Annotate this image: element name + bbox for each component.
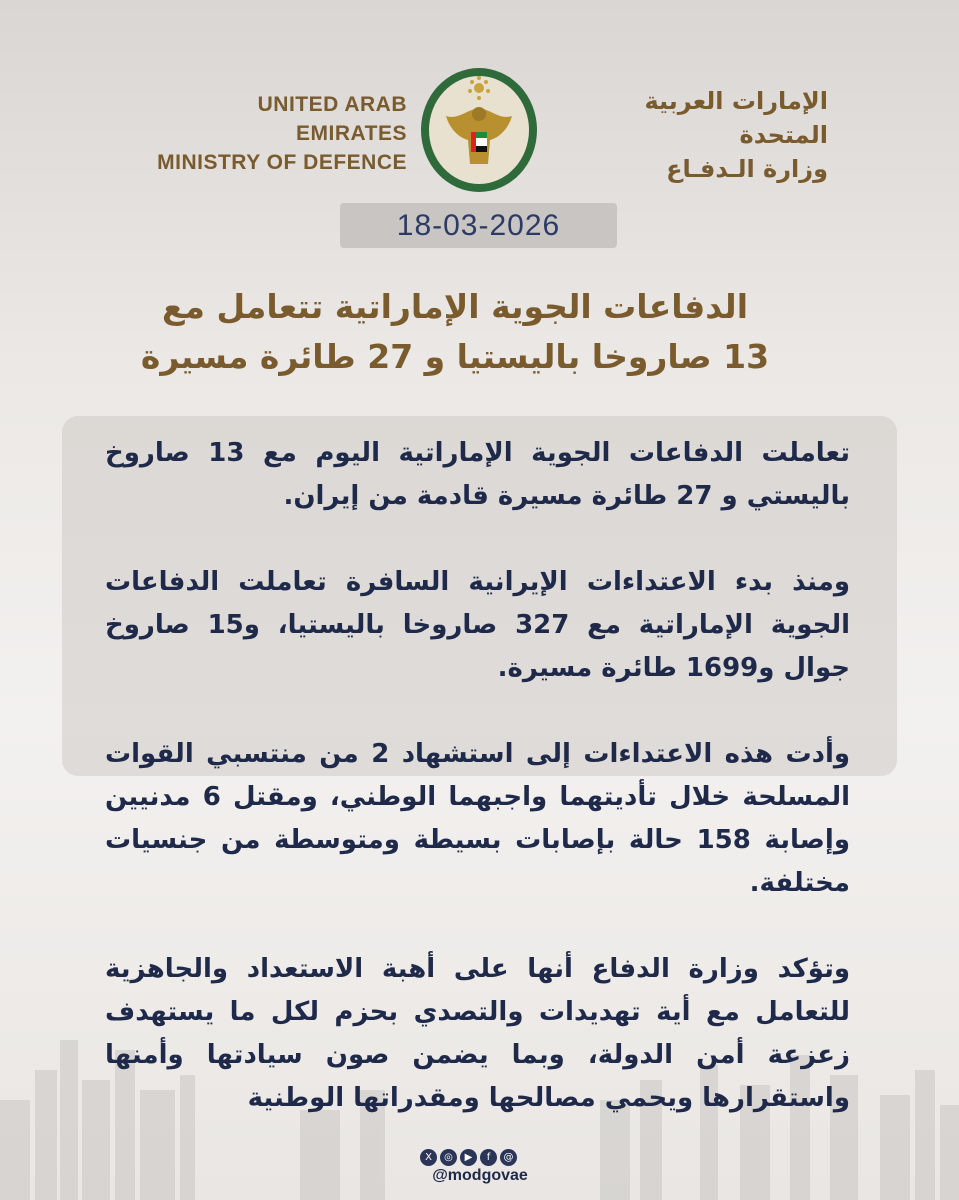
facebook-icon[interactable]: f xyxy=(480,1149,497,1166)
social-handle[interactable]: @modgovae xyxy=(432,1167,528,1184)
ministry-emblem-icon xyxy=(416,64,542,194)
ar-line-1: الإمارات العربية المتحدة xyxy=(644,87,828,149)
youtube-icon[interactable]: ▶ xyxy=(460,1149,477,1166)
x-icon[interactable]: X xyxy=(420,1149,437,1166)
date-badge: 18-03-2026 xyxy=(340,203,617,248)
en-line-1: UNITED ARAB EMIRATES xyxy=(257,93,407,145)
en-line-2: MINISTRY OF DEFENCE xyxy=(157,151,407,174)
paragraph-1: تعاملت الدفاعات الجوية الإماراتية اليوم مع 13 صاروخ باليستي و 27 طائرة مسيرة قادمة من إيران. xyxy=(105,438,850,511)
paragraph-4: وتؤكد وزارة الدفاع أنها على أهبة الاستعداد والجاهزية للتعامل مع أية تهديدات والتصدي بحزم لكل ما يستهدف زعزعة أمن الدولة، وبما يضمن صون سيادتها وأمنها واستقرارها ويحمي مصالحها ومقدراتها الوطنية xyxy=(105,954,850,1113)
headline-line-1: الدفاعات الجوية الإماراتية تتعامل مع xyxy=(161,287,749,326)
statement-body xyxy=(105,432,850,1163)
paragraph-3: وأدت هذه الاعتداءات إلى استشهاد 2 من منتسبي القوات المسلحة خلال تأديتهما واجبهما الوطني، ومقتل 6 مدنيين وإصابة 158 حالة بإصابات بسيطة ومتوسطة من جنسيات مختلفة. xyxy=(105,739,851,898)
instagram-icon[interactable]: ◎ xyxy=(440,1149,457,1166)
page-header xyxy=(0,60,959,200)
social-icons xyxy=(420,1145,540,1167)
headline-line-2: 13 صاروخا باليستيا و 27 طائرة مسيرة xyxy=(140,337,770,376)
ministry-name-english xyxy=(147,90,407,177)
paragraph-2: ومنذ بدء الاعتداءات الإيرانية السافرة تعاملت الدفاعات الجوية الإماراتية مع 327 صاروخا باليستيا، و15 صاروخ جوال و1699 طائرة مسيرة. xyxy=(105,567,851,683)
threads-icon[interactable]: @ xyxy=(500,1149,517,1166)
ar-line-2: وزارة الـدفـاع xyxy=(666,155,828,183)
ministry-name-arabic xyxy=(548,84,828,186)
headline xyxy=(140,282,770,382)
